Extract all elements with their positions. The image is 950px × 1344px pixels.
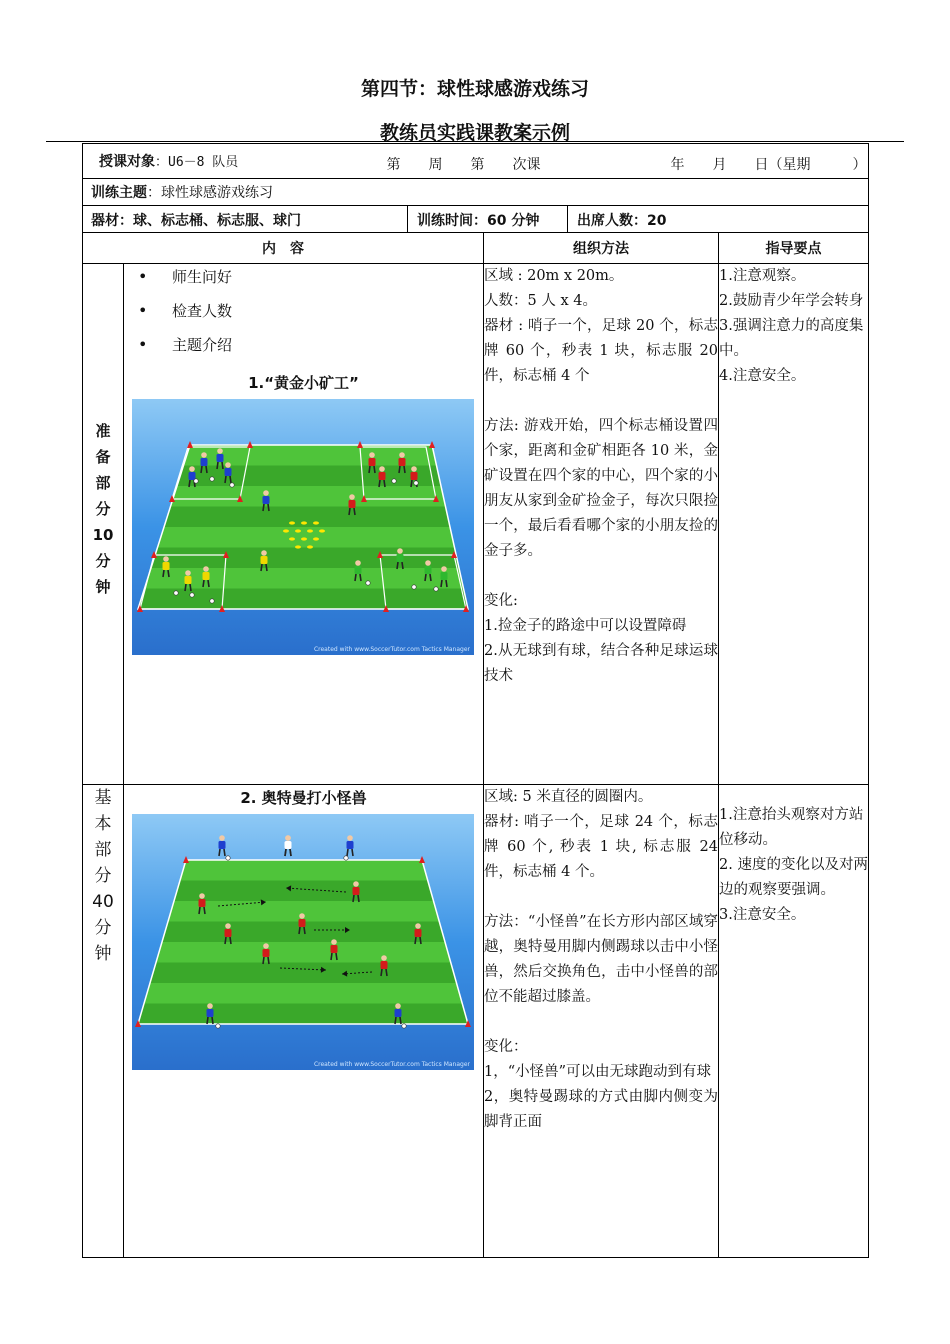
section-label-char: 钟 xyxy=(94,944,112,964)
theme-value: ：球性球感游戏练习 xyxy=(147,185,273,201)
text-line: 器材 : 哨子一个，足球 20 个，标志牌 60 个，秒表 1 块，标志服 20 件，标志桶 4 个 xyxy=(484,318,718,384)
pitch-stripe xyxy=(138,589,468,610)
section-label-char: 钟 xyxy=(95,578,111,596)
page-title: 第四节：球性球感游戏练习 xyxy=(360,78,589,100)
gold-marker xyxy=(319,529,325,532)
column-header-row xyxy=(83,233,869,264)
gold-marker xyxy=(295,529,301,532)
text-line: 1.注意观察。 xyxy=(719,268,806,284)
gold-marker xyxy=(289,537,295,540)
ball xyxy=(392,479,396,483)
ball xyxy=(366,581,370,585)
section-label-char: 分 xyxy=(95,552,111,570)
ball xyxy=(226,856,230,860)
section-label-char: 分 xyxy=(94,918,112,938)
watermark: Created with www.SoccerTutor.com Tactics Manager xyxy=(313,646,470,653)
points-cell xyxy=(719,264,869,785)
text-line: 4.注意安全。 xyxy=(719,368,806,384)
gold-marker xyxy=(301,521,307,524)
ball xyxy=(344,856,348,860)
ball xyxy=(210,599,214,603)
ball xyxy=(216,1024,220,1028)
spacer xyxy=(484,389,718,414)
method-cell xyxy=(484,264,719,785)
divider xyxy=(407,206,408,232)
gold-marker xyxy=(307,545,313,548)
section-label-char: 本 xyxy=(94,814,112,834)
gold-marker xyxy=(295,545,301,548)
warmup-section xyxy=(83,264,869,785)
method-cell xyxy=(484,785,719,1258)
text-line: 变化: xyxy=(484,593,518,609)
section-label-char: 基 xyxy=(94,788,112,808)
section-label-char: 准 xyxy=(95,422,111,440)
gold-marker xyxy=(313,537,319,540)
theme-label: 训练主题 xyxy=(91,185,147,201)
pitch-stripe xyxy=(174,881,434,902)
text-line: 人数：5 人 x 4。 xyxy=(484,293,597,309)
pitch-stripe xyxy=(171,486,446,507)
text-line: 方法：“小怪兽”在长方形内部区域穿越，奥特曼用脚内侧踢球以击中小怪兽，然后交换角色，击中小怪兽的部位不能超过膝盖。 xyxy=(484,914,718,1005)
list-item: • 师生问好 xyxy=(172,266,475,300)
divider xyxy=(567,206,568,232)
info-row xyxy=(83,144,869,179)
pitch-stripe xyxy=(158,527,455,548)
spacer xyxy=(484,564,718,589)
text-line: 3.注意安全。 xyxy=(719,907,806,923)
gold-marker xyxy=(313,521,319,524)
section-label-char: 分 xyxy=(94,866,112,886)
text-line: 器材: 哨子一个，足球 24 个，标志牌 60 个, 秒表 1 块, 标志服 24 件，标志桶 4 个。 xyxy=(484,814,718,880)
text-line: 3.强调注意力的高度集中。 xyxy=(719,318,864,359)
points-header: 指导要点 xyxy=(719,233,869,264)
subject-value: ：U6－8 队员 xyxy=(155,155,239,170)
page-subtitle: 教练员实践课教案示例 xyxy=(379,122,570,144)
section-label-warmup xyxy=(83,264,124,785)
main-section xyxy=(83,785,869,1258)
text-line: 1.捡金子的路途中可以设置障碍 xyxy=(484,618,687,634)
theme-row xyxy=(83,179,869,206)
section-label-char: 10 xyxy=(92,526,114,544)
section-label-main xyxy=(83,785,124,1258)
list-item: • 检查人数 xyxy=(172,300,475,334)
content-header: 内 容 xyxy=(83,233,484,264)
ultraman-diagram xyxy=(132,814,474,1070)
pitch-stripe xyxy=(150,963,457,984)
time-field: 训练时间：60 分钟 xyxy=(417,213,540,229)
watermark: Created with www.SoccerTutor.com Tactics Manager xyxy=(313,1061,470,1068)
ball xyxy=(190,593,194,597)
text-line: 区域: 5 米直径的圆圈内。 xyxy=(484,789,653,805)
text-line: 方法: 游戏开始，四个标志桶设置四个家，距离和金矿相距各 10 米，金矿设置在四个家的中心，四个家的小朋友从家到金矿捡金子，每次只限捡一个，最后看看哪个家的小朋友捡的金子多。 xyxy=(484,418,718,559)
spacer xyxy=(484,885,718,910)
ball xyxy=(434,587,438,591)
gold-marker xyxy=(301,537,307,540)
ball xyxy=(412,585,416,589)
text-line: 2，奥特曼踢球的方式由脚内侧变为脚背正面 xyxy=(484,1089,718,1130)
text-line: 2. 速度的变化以及对两边的观察要强调。 xyxy=(719,857,868,898)
section-label-char: 备 xyxy=(95,448,111,466)
pitch-stripe xyxy=(151,548,459,569)
gold-miner-diagram xyxy=(132,399,474,655)
pitch-stripe xyxy=(164,507,450,528)
ball xyxy=(210,477,214,481)
week-field: 第 周 第 次课 xyxy=(386,156,541,173)
section-label-char: 部 xyxy=(94,840,112,860)
pitch-stripe xyxy=(144,983,462,1004)
section-label-char: 部 xyxy=(95,474,111,492)
subject-label: 授课对象 xyxy=(99,154,155,170)
equipment-row xyxy=(83,206,869,233)
equipment-field: 器材：球、标志桶、标志服、球门 xyxy=(91,213,301,229)
figure-title: 2. 奥特曼打小怪兽 xyxy=(240,789,367,807)
ball xyxy=(174,591,178,595)
attendance-field: 出席人数：20 xyxy=(577,213,667,229)
content-cell xyxy=(124,785,484,1258)
gold-marker xyxy=(307,529,313,532)
ball xyxy=(230,483,234,487)
figure-title: 1.“黄金小矿工” xyxy=(248,374,359,392)
text-line: 1，“小怪兽”可以由无球跑动到有球 xyxy=(484,1064,712,1080)
pitch-stripe xyxy=(180,860,428,881)
pitch-stripe xyxy=(138,1004,468,1025)
list-item: • 主题介绍 xyxy=(172,334,475,368)
section-label-char: 40 xyxy=(92,892,114,912)
ball xyxy=(194,479,198,483)
intro-list xyxy=(132,266,475,368)
pitch-stripe xyxy=(156,942,451,963)
content-cell xyxy=(124,264,484,785)
gold-marker xyxy=(283,529,289,532)
text-line: 2.鼓励青少年学会转身 xyxy=(719,293,864,309)
ball xyxy=(402,1024,406,1028)
spacer xyxy=(484,1010,718,1035)
pitch-stripe xyxy=(168,901,439,922)
text-line: 区域 : 20m x 20m。 xyxy=(484,268,624,284)
section-label-char: 分 xyxy=(95,500,111,518)
method-header: 组织方法 xyxy=(484,233,719,264)
lesson-plan-table xyxy=(82,143,869,1258)
gold-marker xyxy=(289,521,295,524)
ball xyxy=(414,481,418,485)
text-line: 1.注意抬头观察对方站位移动。 xyxy=(719,807,864,848)
text-line: 变化： xyxy=(484,1039,528,1055)
points-cell xyxy=(719,785,869,1258)
text-line: 2.从无球到有球，结合各种足球运球技术 xyxy=(484,643,718,684)
divider xyxy=(46,141,904,142)
date-field: 年 月 日（星期 ） xyxy=(670,156,867,173)
